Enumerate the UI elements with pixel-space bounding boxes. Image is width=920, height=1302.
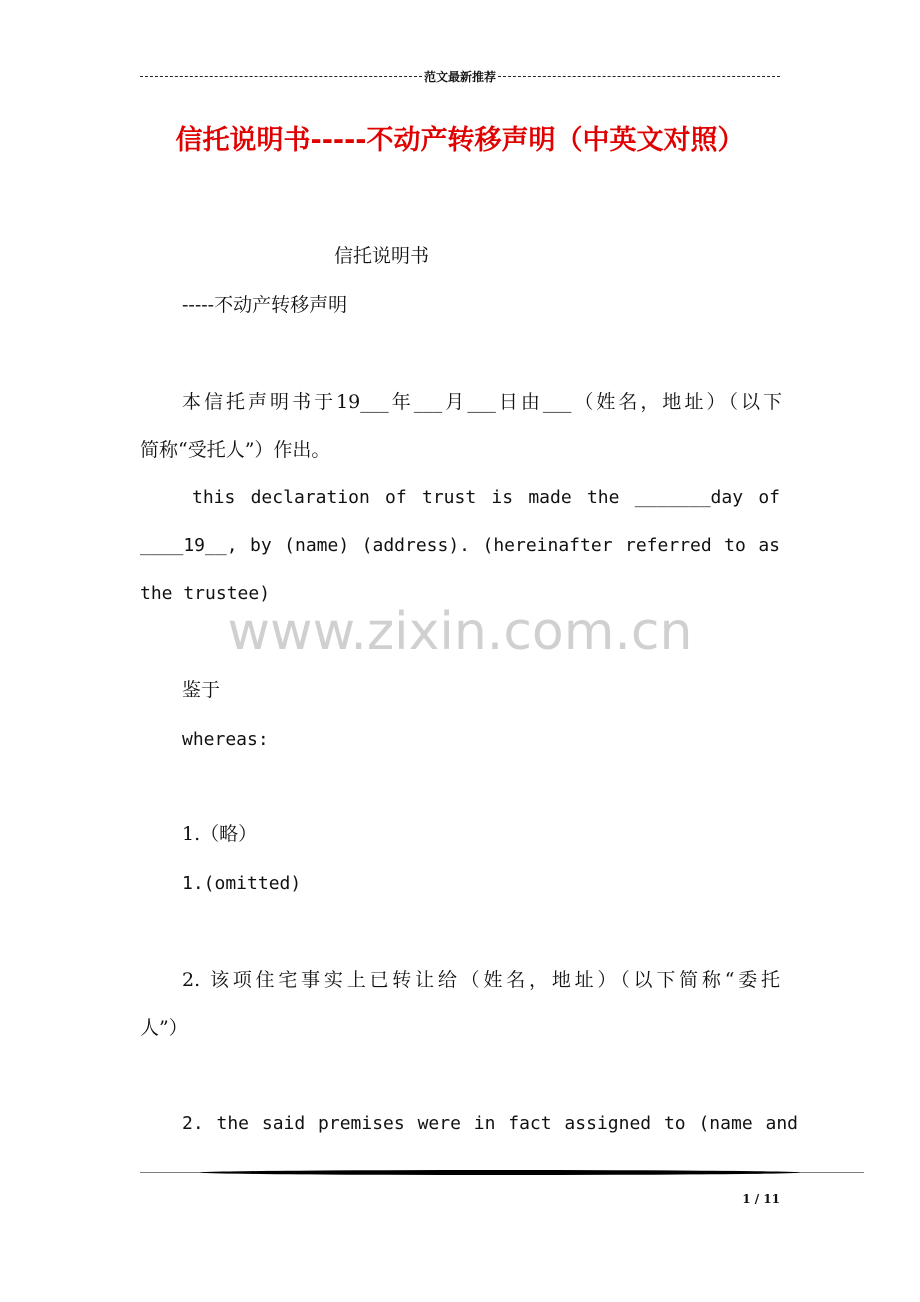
whereas-cn: 鉴于	[182, 679, 221, 701]
header-label: 范文最新推荐	[424, 69, 497, 84]
header-dash-left	[140, 76, 422, 77]
para2-line2: ____19__, by (name) (address). (hereinafter referred to as	[140, 535, 780, 556]
header-dash-right	[498, 76, 780, 77]
item1-en: 1.(omitted)	[182, 873, 302, 894]
para1-line2: 简称“受托人”）作出。	[140, 439, 331, 461]
body-subheading: -----不动产转移声明	[182, 294, 348, 316]
item2-cn-line2: 人”）	[140, 1017, 188, 1039]
footer-rule-thick	[200, 1170, 800, 1175]
item2-en-line1: 2. the said premises were in fact assigned to (name and	[182, 1113, 798, 1134]
para2-line3: the trustee)	[140, 583, 271, 604]
page-number: 1 / 11	[742, 1192, 780, 1206]
para2-line1: this declaration of trust is made the _______day of	[192, 487, 780, 508]
document-title: 信托说明书-----不动产转移声明（中英文对照）	[175, 125, 745, 156]
page-header	[140, 66, 780, 86]
whereas-en: whereas:	[182, 729, 269, 750]
para1-line1: 本信托声明书于19___年___月___日由___（姓名，地址）（以下	[182, 391, 782, 413]
item2-cn-line1: 2. 该项住宅事实上已转让给（姓名，地址）（以下简称“委托	[182, 969, 780, 991]
body-heading: 信托说明书	[334, 245, 430, 267]
item1-cn: 1.（略）	[182, 823, 258, 845]
watermark: www.zixin.com.cn	[227, 602, 693, 662]
